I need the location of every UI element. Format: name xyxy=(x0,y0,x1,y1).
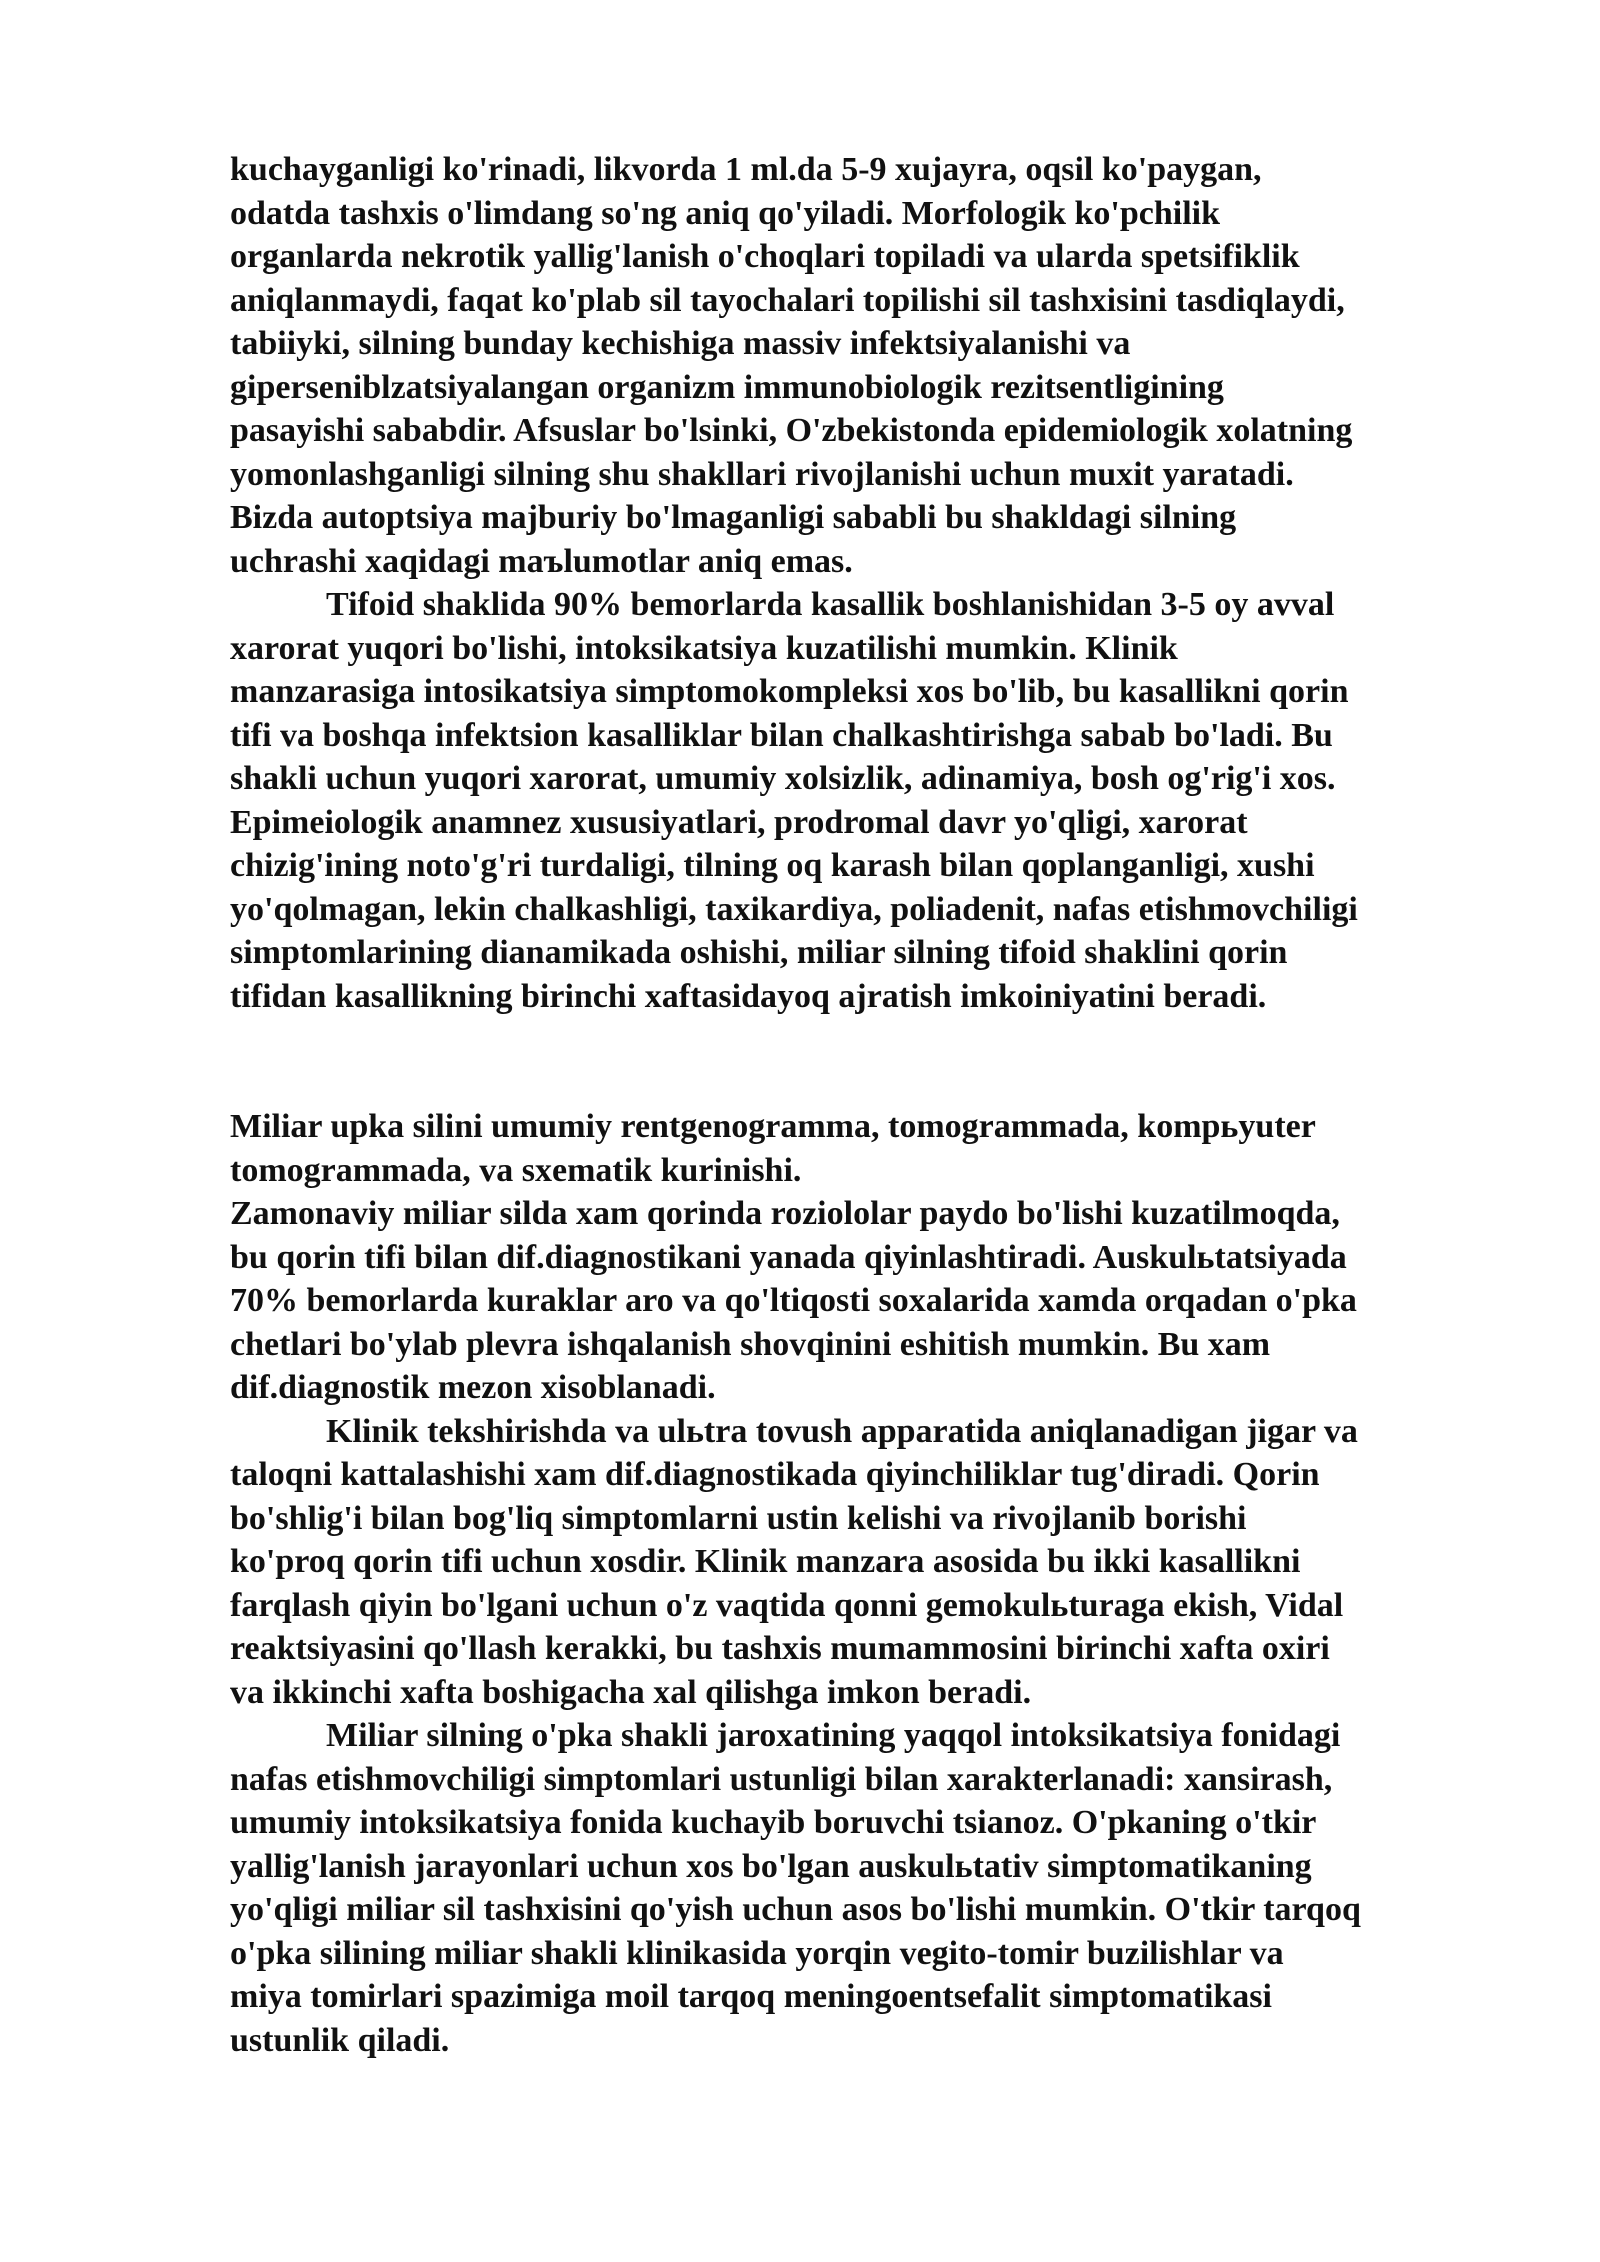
text-line: o'pka silining miliar shakli klinikasida yorqin vegito-tomir buzilishlar va xyxy=(230,1934,1284,1972)
text-line: ko'proq qorin tifi uchun xosdir. Klinik manzara asosida bu ikki kasallikni xyxy=(230,1543,1301,1580)
text-line: tifidan kasallikning birinchi xaftasidayoq ajratish imkoiniyatini beradi. xyxy=(230,977,1267,1015)
text-line: xarorat yuqori bo'lishi, intoksikatsiya kuzatilishi mumkin. Klinik xyxy=(230,629,1178,667)
text-line: farqlash qiyin bo'lgani uchun o'z vaqtida qonni gemokulьturaga ekish, Vidal xyxy=(230,1586,1344,1624)
text-line: miya tomirlari spazimiga moil tarqoq meningoentsefalit simptomatikasi xyxy=(230,1978,1272,2015)
text-line: manzarasiga intosikatsiya simptomokompleksi xos bo'lib, bu kasallikni qorin xyxy=(230,673,1349,710)
text-line: pasayishi sababdir. Afsuslar bo'lsinki, O'zbekistonda epidemiologik xolatning xyxy=(230,412,1353,449)
text-line: yo'qolmagan, lekin chalkashligi, taxikardiya, poliadenit, nafas etishmovchiligi xyxy=(230,890,1358,928)
text-line: yomonlashganligi silning shu shakllari rivojlanishi uchun muxit yaratadi. xyxy=(230,455,1294,493)
paragraph-p3 xyxy=(230,1105,1500,1192)
text-line: taloqni kattalashishi xam dif.diagnostikada qiyinchiliklar tug'diradi. Qorin xyxy=(230,1456,1320,1493)
text-line: yallig'lanish jarayonlari uchun xos bo'lgan auskulьtativ simptomatikaning xyxy=(230,1847,1312,1885)
text-line: Miliar silning o'pka shakli jaroxatining yaqqol intoksikatsiya fonidagi xyxy=(326,1717,1341,1754)
paragraph-spacer xyxy=(230,1018,1500,1105)
text-line: 70% bemorlarda kuraklar aro va qo'ltiqosti soxalarida xamda orqadan o'pka xyxy=(230,1282,1357,1319)
text-line: Epimeiologik anamnez xususiyatlari, prodromal davr yo'qligi, xarorat xyxy=(230,803,1248,841)
paragraph-p2 xyxy=(230,583,1500,1018)
text-line: Tifoid shaklida 90% bemorlarda kasallik boshlanishidan 3-5 oy avval xyxy=(326,586,1335,623)
text-line: tomogrammada, va sxematik kurinishi. xyxy=(230,1151,802,1189)
text-line: simptomlarining dianamikada oshishi, miliar silning tifoid shaklini qorin xyxy=(230,934,1288,971)
text-line: chizig'ining noto'g'ri turdaligi, tilning oq karash bilan qoplanganligi, xushi xyxy=(230,847,1315,884)
text-line: Bizda autoptsiya majburiy bo'lmaganligi sababli bu shakldagi silning xyxy=(230,499,1237,536)
document-body xyxy=(230,148,1500,2062)
text-line: bo'shlig'i bilan bog'liq simptomlarni ustin kelishi va rivojlanib borishi xyxy=(230,1499,1247,1537)
text-line: odatda tashxis o'limdang so'ng aniq qo'yiladi. Morfologik ko'pchilik xyxy=(230,194,1221,232)
text-line: nafas etishmovchiligi simptomlari ustunligi bilan xarakterlanadi: xansirash, xyxy=(230,1760,1333,1798)
text-line: uchrashi xaqidagi maъlumotlar aniq emas. xyxy=(230,542,853,580)
text-line: dif.diagnostik mezon xisoblanadi. xyxy=(230,1369,716,1406)
text-line: umumiy intoksikatsiya fonida kuchayib boruvchi tsianoz. O'pkaning o'tkir xyxy=(230,1804,1317,1841)
text-line: Zamonaviy miliar silda xam qorinda roziololar paydo bo'lishi kuzatilmoqda, xyxy=(230,1195,1340,1232)
text-line: bu qorin tifi bilan dif.diagnostikani yanada qiyinlashtiradi. Auskulьtatsiyada xyxy=(230,1238,1347,1276)
text-line: giperseniblzatsiyalangan organizm immunobiologik rezitsentligining xyxy=(230,368,1224,406)
text-line: kuchayganligi ko'rinadi, likvorda 1 ml.da 5-9 xujayra, oqsil ko'paygan, xyxy=(230,151,1262,188)
text-line: ustunlik qiladi. xyxy=(230,2021,450,2059)
text-line: shakli uchun yuqori xarorat, umumiy xolsizlik, adinamiya, bosh og'rig'i xos. xyxy=(230,760,1336,797)
text-line: tabiiyki, silning bunday kechishiga massiv infektsiyalanishi va xyxy=(230,325,1131,362)
paragraph-p4 xyxy=(230,1192,1500,1410)
text-line: tifi va boshqa infektsion kasalliklar bilan chalkashtirishga sabab bo'ladi. Bu xyxy=(230,716,1333,754)
text-line: chetlari bo'ylab plevra ishqalanish shovqinini eshitish mumkin. Bu xam xyxy=(230,1325,1271,1363)
paragraph-p6 xyxy=(230,1714,1500,2062)
paragraph-p5 xyxy=(230,1410,1500,1715)
text-line: reaktsiyasini qo'llash kerakki, bu tashxis mumammosini birinchi xafta oxiri xyxy=(230,1630,1330,1667)
text-line: yo'qligi miliar sil tashxisini qo'yish uchun asos bo'lishi mumkin. O'tkir tarqoq xyxy=(230,1891,1361,1928)
text-line: va ikkinchi xafta boshigacha xal qilishga imkon beradi. xyxy=(230,1673,1032,1711)
text-line: Klinik tekshirishda va ulьtra tovush apparatida aniqlanadigan jigar va xyxy=(326,1412,1358,1450)
text-line: Miliar upka silini umumiy rentgenogramma, tomogrammada, kompьyuter xyxy=(230,1108,1316,1145)
paragraph-p1 xyxy=(230,148,1500,583)
text-line: organlarda nekrotik yallig'lanish o'choqlari topiladi va ularda spetsifiklik xyxy=(230,238,1300,275)
text-line: aniqlanmaydi, faqat ko'plab sil tayochalari topilishi sil tashxisini tasdiqlaydi, xyxy=(230,281,1345,319)
